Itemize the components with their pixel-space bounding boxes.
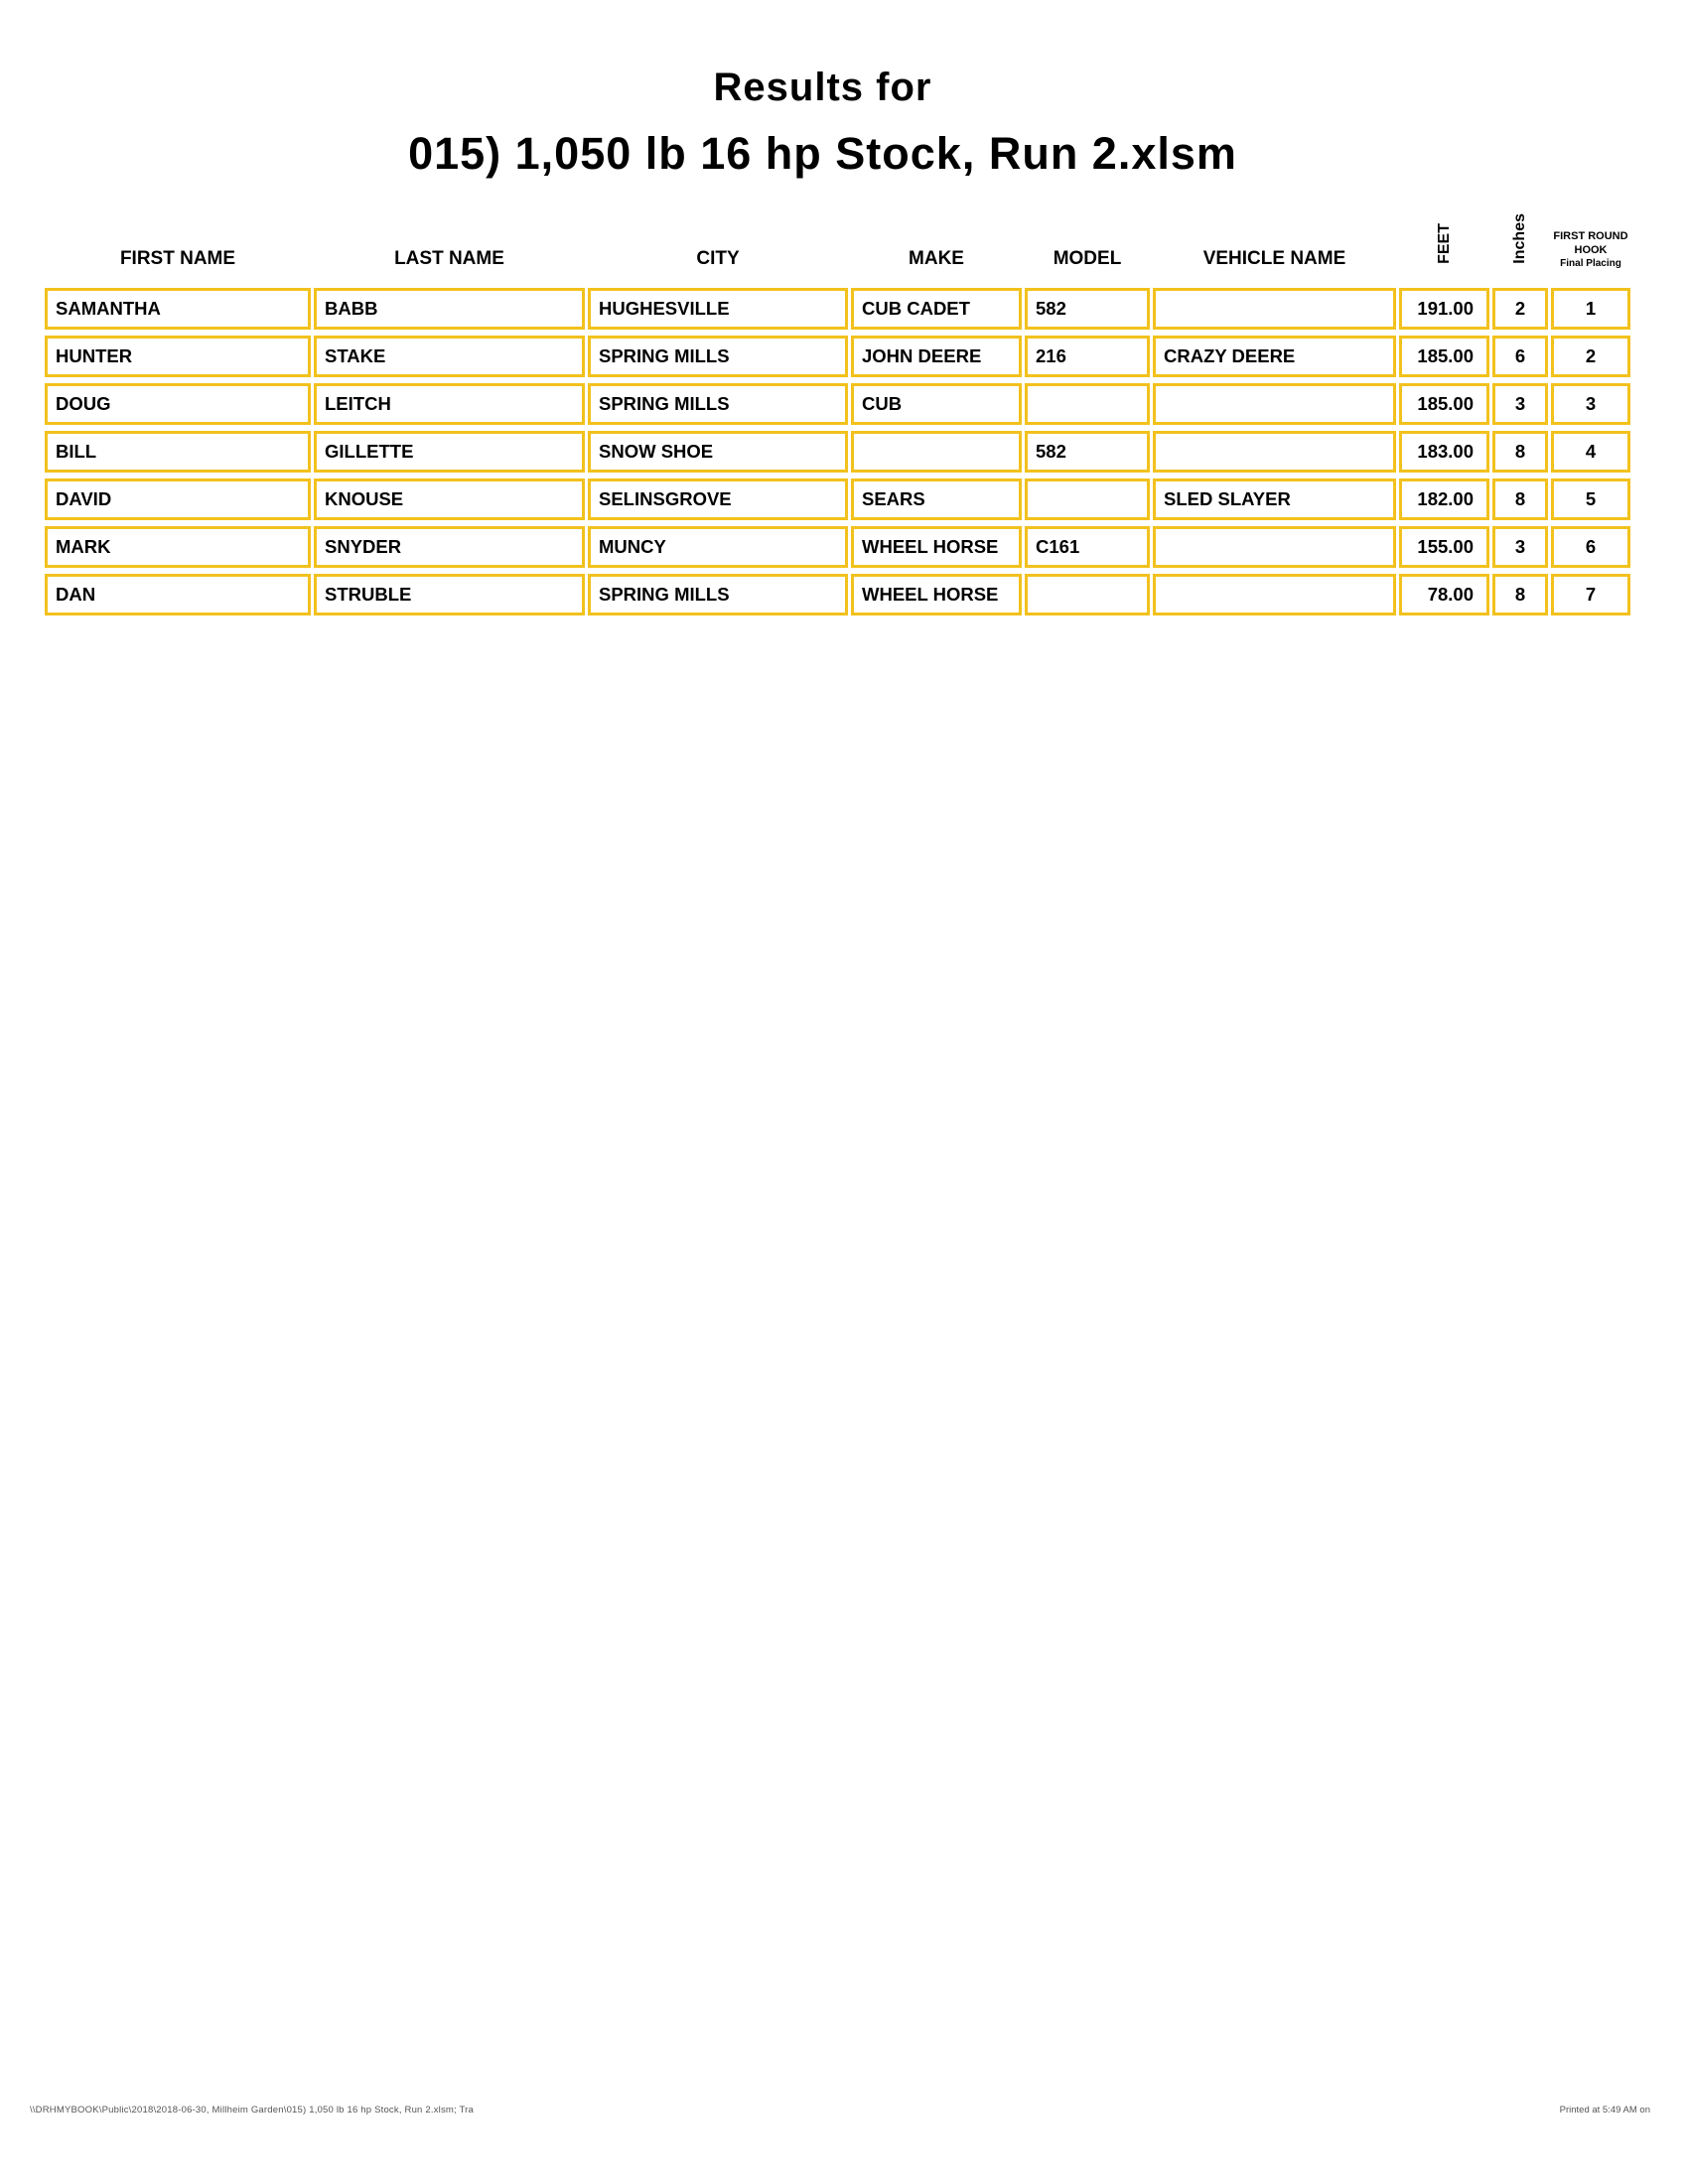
cell-make: JOHN DEERE	[851, 336, 1022, 377]
cell-inches: 8	[1492, 574, 1548, 615]
cell-model: 582	[1025, 431, 1150, 473]
results-table-body	[45, 288, 1630, 615]
cell-make: WHEEL HORSE	[851, 574, 1022, 615]
cell-last-name: GILLETTE	[314, 431, 585, 473]
cell-model	[1025, 574, 1150, 615]
cell-inches: 8	[1492, 431, 1548, 473]
cell-make: WHEEL HORSE	[851, 526, 1022, 568]
header-feet	[1399, 197, 1489, 282]
header-feet-label: FEET	[1435, 223, 1453, 264]
table-row	[45, 288, 1630, 330]
cell-make: CUB	[851, 383, 1022, 425]
cell-city: HUGHESVILLE	[588, 288, 848, 330]
cell-placing: 3	[1551, 383, 1630, 425]
cell-first-name: BILL	[45, 431, 311, 473]
cell-placing: 4	[1551, 431, 1630, 473]
cell-vehicle-name: CRAZY DEERE	[1153, 336, 1396, 377]
cell-feet: 183.00	[1399, 431, 1489, 473]
page-title-line2: 015) 1,050 lb 16 hp Stock, Run 2.xlsm	[408, 128, 1237, 179]
cell-feet: 191.00	[1399, 288, 1489, 330]
table-row	[45, 478, 1630, 520]
report-title	[42, 66, 1604, 180]
cell-last-name: SNYDER	[314, 526, 585, 568]
cell-model: 216	[1025, 336, 1150, 377]
cell-first-name: DOUG	[45, 383, 311, 425]
header-hook-line3: Final Placing	[1560, 257, 1621, 269]
header-first-round-hook	[1551, 197, 1630, 282]
header-make: MAKE	[909, 248, 964, 269]
header-first-name: FIRST NAME	[119, 248, 236, 269]
cell-last-name: STRUBLE	[314, 574, 585, 615]
cell-vehicle-name	[1153, 526, 1396, 568]
header-hook-line1: FIRST ROUND	[1553, 230, 1628, 242]
cell-make: SEARS	[851, 478, 1022, 520]
page-title-line1: Results for	[713, 66, 932, 109]
cell-model: C161	[1025, 526, 1150, 568]
cell-city: SNOW SHOE	[588, 431, 848, 473]
table-row	[45, 574, 1630, 615]
cell-vehicle-name	[1153, 383, 1396, 425]
table-row	[45, 336, 1630, 377]
cell-placing: 1	[1551, 288, 1630, 330]
table-row	[45, 383, 1630, 425]
header-hook-line2: HOOK	[1574, 243, 1608, 256]
footer-file-path: \\DRHMYBOOK\Public\2018\2018-06-30, Millheim Garden\015) 1,050 lb 16 hp Stock, Run 2.xlsm; Tra	[30, 2105, 475, 2116]
table-row	[45, 526, 1630, 568]
cell-placing: 6	[1551, 526, 1630, 568]
cell-inches: 3	[1492, 526, 1548, 568]
cell-feet: 78.00	[1399, 574, 1489, 615]
results-table-header	[45, 197, 1630, 282]
cell-city: SPRING MILLS	[588, 574, 848, 615]
cell-model: 582	[1025, 288, 1150, 330]
cell-placing: 7	[1551, 574, 1630, 615]
cell-first-name: DAVID	[45, 478, 311, 520]
cell-city: SPRING MILLS	[588, 336, 848, 377]
cell-placing: 5	[1551, 478, 1630, 520]
cell-placing: 2	[1551, 336, 1630, 377]
cell-city: SPRING MILLS	[588, 383, 848, 425]
cell-feet: 182.00	[1399, 478, 1489, 520]
cell-vehicle-name	[1153, 574, 1396, 615]
cell-first-name: SAMANTHA	[45, 288, 311, 330]
cell-model	[1025, 383, 1150, 425]
header-last-name: LAST NAME	[394, 248, 504, 269]
cell-city: SELINSGROVE	[588, 478, 848, 520]
results-table	[42, 191, 1633, 621]
cell-last-name: LEITCH	[314, 383, 585, 425]
cell-feet: 155.00	[1399, 526, 1489, 568]
footer-printed-at: Printed at 5:49 AM on	[1559, 2105, 1650, 2116]
table-row	[45, 431, 1630, 473]
cell-last-name: STAKE	[314, 336, 585, 377]
cell-last-name: BABB	[314, 288, 585, 330]
cell-vehicle-name	[1153, 431, 1396, 473]
cell-vehicle-name	[1153, 288, 1396, 330]
cell-inches: 6	[1492, 336, 1548, 377]
cell-make	[851, 431, 1022, 473]
cell-inches: 8	[1492, 478, 1548, 520]
cell-feet: 185.00	[1399, 336, 1489, 377]
header-inches-label: Inches	[1511, 213, 1528, 264]
cell-first-name: DAN	[45, 574, 311, 615]
cell-vehicle-name: SLED SLAYER	[1153, 478, 1396, 520]
cell-first-name: HUNTER	[45, 336, 311, 377]
cell-first-name: MARK	[45, 526, 311, 568]
header-city: CITY	[696, 248, 740, 269]
header-inches	[1492, 197, 1548, 282]
cell-inches: 2	[1492, 288, 1548, 330]
cell-feet: 185.00	[1399, 383, 1489, 425]
cell-make: CUB CADET	[851, 288, 1022, 330]
header-model: MODEL	[1053, 248, 1122, 269]
cell-last-name: KNOUSE	[314, 478, 585, 520]
header-vehicle-name: VEHICLE NAME	[1202, 248, 1346, 269]
cell-city: MUNCY	[588, 526, 848, 568]
cell-model	[1025, 478, 1150, 520]
cell-inches: 3	[1492, 383, 1548, 425]
